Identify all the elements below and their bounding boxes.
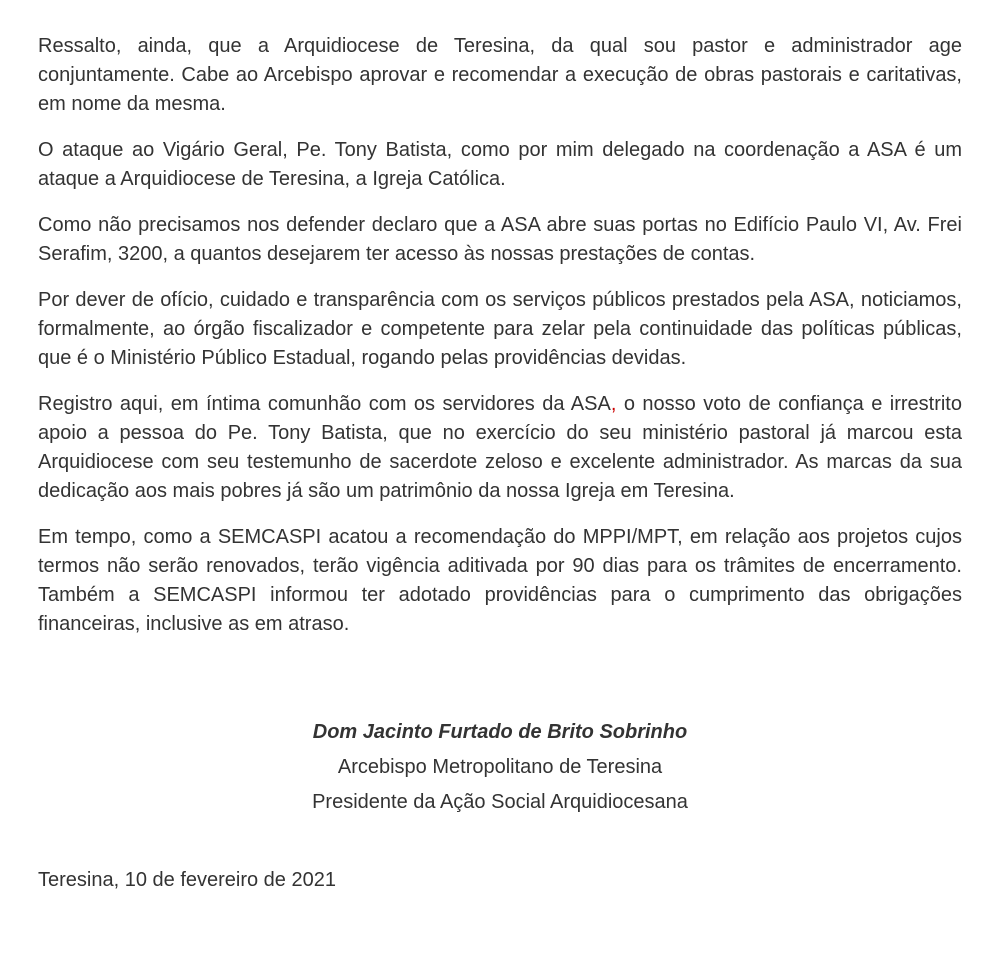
paragraph-1: Ressalto, ainda, que a Arquidiocese de Teresina, da qual sou pastor e administrador age conjuntamente. Cabe ao Arcebispo aprovar e recomendar a execução de obras pastorais e caritativas, em nome da mesma. bbox=[38, 35, 962, 115]
signature-block bbox=[38, 715, 962, 820]
paragraph-4: Por dever de ofício, cuidado e transparência com os serviços públicos prestados pela ASA, noticiamos, formalmente, ao órgão fiscalizador e competente para zelar pela continuidade das políticas públicas, que é o Ministério Público Estadual, rogando pelas providências devidas. bbox=[38, 289, 962, 369]
signatory-name: Dom Jacinto Furtado de Brito Sobrinho bbox=[312, 721, 688, 743]
paragraph-5-text-start: Registro aqui, em íntima comunhão com os servidores da ASA bbox=[38, 393, 611, 415]
place-date-line: Teresina, 10 de fevereiro de 2021 bbox=[38, 869, 336, 891]
paragraph-3: Como não precisamos nos defender declaro que a ASA abre suas portas no Edifício Paulo VI, Av. Frei Serafim, 3200, a quantos desejarem ter acesso às nossas prestações de contas. bbox=[38, 214, 962, 265]
signatory-title-president: Presidente da Ação Social Arquidiocesana bbox=[312, 791, 688, 813]
paragraph-2: O ataque ao Vigário Geral, Pe. Tony Batista, como por mim delegado na coordenação a ASA é um ataque a Arquidiocese de Teresina, a Igreja Católica. bbox=[38, 139, 962, 190]
red-comma-mark: , bbox=[610, 393, 617, 415]
paragraph-5 bbox=[38, 390, 962, 506]
paragraph-6: Em tempo, como a SEMCASPI acatou a recomendação do MPPI/MPT, em relação aos projetos cujos termos não serão renovados, terão vigência aditivada por 90 dias para os trâmites de encerramento. Também a SEMCASPI informou ter adotado providências para o cumprimento das obrigações financeiras, inclusive as em atraso. bbox=[38, 526, 962, 635]
paragraph-5-text-end: o nosso voto de confiança e irrestrito apoio a pessoa do Pe. Tony Batista, que no exercício do seu ministério pastoral já marcou esta Arquidiocese com seu testemunho de sacerdote zeloso e excelente administrador. As marcas da sua dedicação aos mais pobres já são um patrimônio da nossa Igreja em Teresina. bbox=[38, 393, 962, 502]
signatory-title-archbishop: Arcebispo Metropolitano de Teresina bbox=[337, 756, 663, 778]
